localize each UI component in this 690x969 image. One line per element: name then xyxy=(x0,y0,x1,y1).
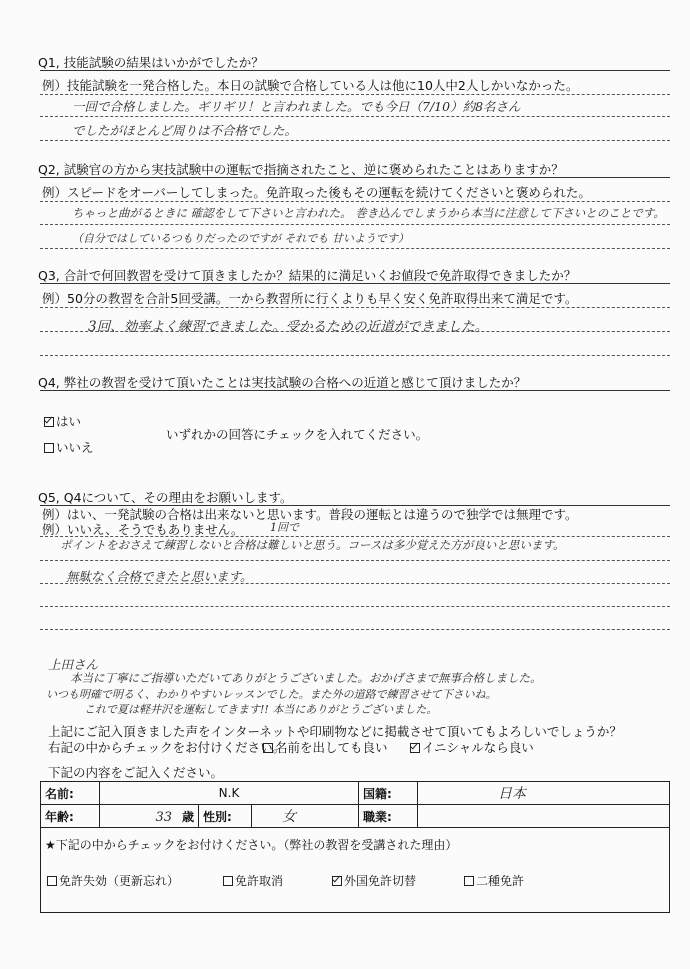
checkbox-icon xyxy=(44,443,54,453)
reason-revoked-label: 免許取消 xyxy=(235,874,284,888)
checkbox-icon xyxy=(464,876,474,886)
consent-instruction: 右記の中からチェックをお付けください。 xyxy=(48,740,286,755)
job-field[interactable] xyxy=(418,805,670,828)
q2-example: 例）スピードをオーバーしてしまった。免許取った後もその運転を続けてくださいと褒められた。 xyxy=(42,185,591,200)
q4-instruction: いずれかの回答にチェックを入れてください。 xyxy=(166,427,429,442)
comment-line-1: 本当に丁寧にご指導いただいてありがとうございました。おかげさまで無事合格しました。 xyxy=(70,671,542,685)
q4-option-yes[interactable] xyxy=(44,412,81,430)
age-unit: 歳 xyxy=(181,809,194,824)
info-form-table xyxy=(40,781,670,913)
q5-line-5 xyxy=(40,629,670,630)
checkbox-icon xyxy=(263,743,273,753)
age-field[interactable] xyxy=(100,805,199,828)
reason-header: ★下記の中からチェックをお付けください。（弊社の教習を受講された理由） xyxy=(45,838,458,852)
q2-answer-line-1: ちゃっと曲がるときに 確認をして下さいと言われた。 巻き込んでしまうから本当に注意して下さいとのことです。 xyxy=(72,206,665,220)
reason-second-class-label: 二種免許 xyxy=(476,874,525,888)
q4-yes-label: はい xyxy=(56,414,82,429)
consent-option-initials-label: イニシャルなら良い xyxy=(422,740,534,755)
checkbox-icon xyxy=(223,876,233,886)
q1-line-2 xyxy=(40,116,670,117)
reason-lost-label: 免許失効（更新忘れ） xyxy=(59,874,180,888)
age-value: 33 xyxy=(155,809,172,825)
q4-no-label: いいえ xyxy=(56,440,94,455)
nationality-field[interactable]: 日本 xyxy=(418,782,670,805)
q3-line-3 xyxy=(40,355,670,356)
q5-line-3 xyxy=(40,583,670,584)
q5-answer-insert: 1回で xyxy=(270,521,299,534)
q3-example: 例）50分の教習を合計5回受講。一から教習所に行くよりも早く安く免許取得出来て満足です。 xyxy=(42,291,578,306)
q5-line-2 xyxy=(40,560,670,561)
q2-line-1 xyxy=(40,201,670,202)
q1-underline xyxy=(40,70,670,71)
checkbox-icon xyxy=(47,876,57,886)
consent-option-initials[interactable] xyxy=(410,738,534,756)
checkbox-checked-icon xyxy=(410,743,420,753)
comment-line-2: いつも明確で明るく、わかりやすいレッスンでした。また外の道路で練習させて下さいね。 xyxy=(46,688,497,701)
q5-answer-line-1: ポイントをおさえて練習しないと合格は難しいと思う。コースは多少覚えた方が良いと思います。 xyxy=(60,538,565,552)
reason-lost[interactable] xyxy=(47,872,179,889)
checkbox-checked-icon xyxy=(332,876,342,886)
age-label: 年齢: xyxy=(41,805,100,828)
q3-line-1 xyxy=(40,307,670,308)
q1-question: Q1, 技能試験の結果はいかがでしたか？ xyxy=(38,55,264,70)
checkbox-checked-icon xyxy=(44,417,54,427)
reason-foreign[interactable] xyxy=(332,872,416,889)
q1-line-1 xyxy=(40,94,670,95)
q1-answer-line-2: でしたがほとんど周りは不合格でした。 xyxy=(72,123,298,138)
q1-line-3 xyxy=(40,140,670,141)
q3-underline xyxy=(40,283,670,284)
reason-revoked[interactable] xyxy=(223,872,283,889)
q3-line-2 xyxy=(40,331,670,332)
q2-underline xyxy=(40,177,670,178)
q2-line-2 xyxy=(40,224,670,225)
reason-foreign-label: 外国免許切替 xyxy=(344,874,417,888)
q4-question: Q4, 弊社の教習を受けて頂いたことは実技試験の合格への近道と感じて頂けましたか？ xyxy=(38,375,527,390)
sex-field[interactable]: 女 xyxy=(252,805,359,828)
consent-option-name[interactable] xyxy=(263,738,388,756)
reason-cell xyxy=(41,828,670,913)
q5-example-2: 例）いいえ、そうでもありません。 xyxy=(42,522,244,537)
q4-underline xyxy=(40,390,670,391)
q5-answer-line-2: 無駄なく合格できたと思います。 xyxy=(66,569,253,584)
consent-text: 上記にご記入頂きました声をインターネットや印刷物などに掲載させて頂いてもよろしいでしょうか？ xyxy=(48,724,622,739)
q4-option-no[interactable] xyxy=(44,438,94,456)
q2-question: Q2, 試験官の方から実技試験中の運転で指摘されたこと、逆に褒められたことはありますか？ xyxy=(38,162,564,177)
job-label: 職業: xyxy=(359,805,418,828)
form-header: 下記の内容をご記入ください。 xyxy=(48,765,224,780)
consent-option-name-label: 名前を出しても良い xyxy=(275,740,388,755)
q5-question: Q5, Q4について、その理由をお願いします。 xyxy=(38,490,293,505)
name-field[interactable]: N.K xyxy=(100,782,359,805)
nationality-label: 国籍: xyxy=(359,782,418,805)
name-label: 名前: xyxy=(41,782,100,805)
sex-label: 性別: xyxy=(199,805,252,828)
comment-addressee: 上田さん xyxy=(48,657,99,672)
q1-answer-line-1: 一回で合格しました。ギリギリ！と言われました。でも今日（7/10）約8名さん xyxy=(72,99,521,114)
comment-line-3: これで夏は軽井沢を運転してきます!! 本当にありがとうございました。 xyxy=(84,703,438,716)
reason-second-class[interactable] xyxy=(464,872,524,889)
q3-question: Q3, 合計で何回教習を受けて頂きましたか？結果的に満足いくお値段で免許取得できましたか？ xyxy=(38,268,577,283)
q5-line-4 xyxy=(40,606,670,607)
q2-line-3 xyxy=(40,248,670,249)
q5-example-1: 例）はい、一発試験の合格は出来ないと思います。普段の運転とは違うので独学では無理です。 xyxy=(42,507,578,522)
q2-answer-line-2: （自分ではしているつもりだったのですが それでも 甘いようです） xyxy=(72,232,409,245)
q3-answer-line-1: 3回、効率よく練習できました。受かるための近道ができました。 xyxy=(88,319,489,335)
q1-example: 例）技能試験を一発合格した。本日の試験で合格している人は他に10人中2人しかいなかった。 xyxy=(42,78,579,93)
